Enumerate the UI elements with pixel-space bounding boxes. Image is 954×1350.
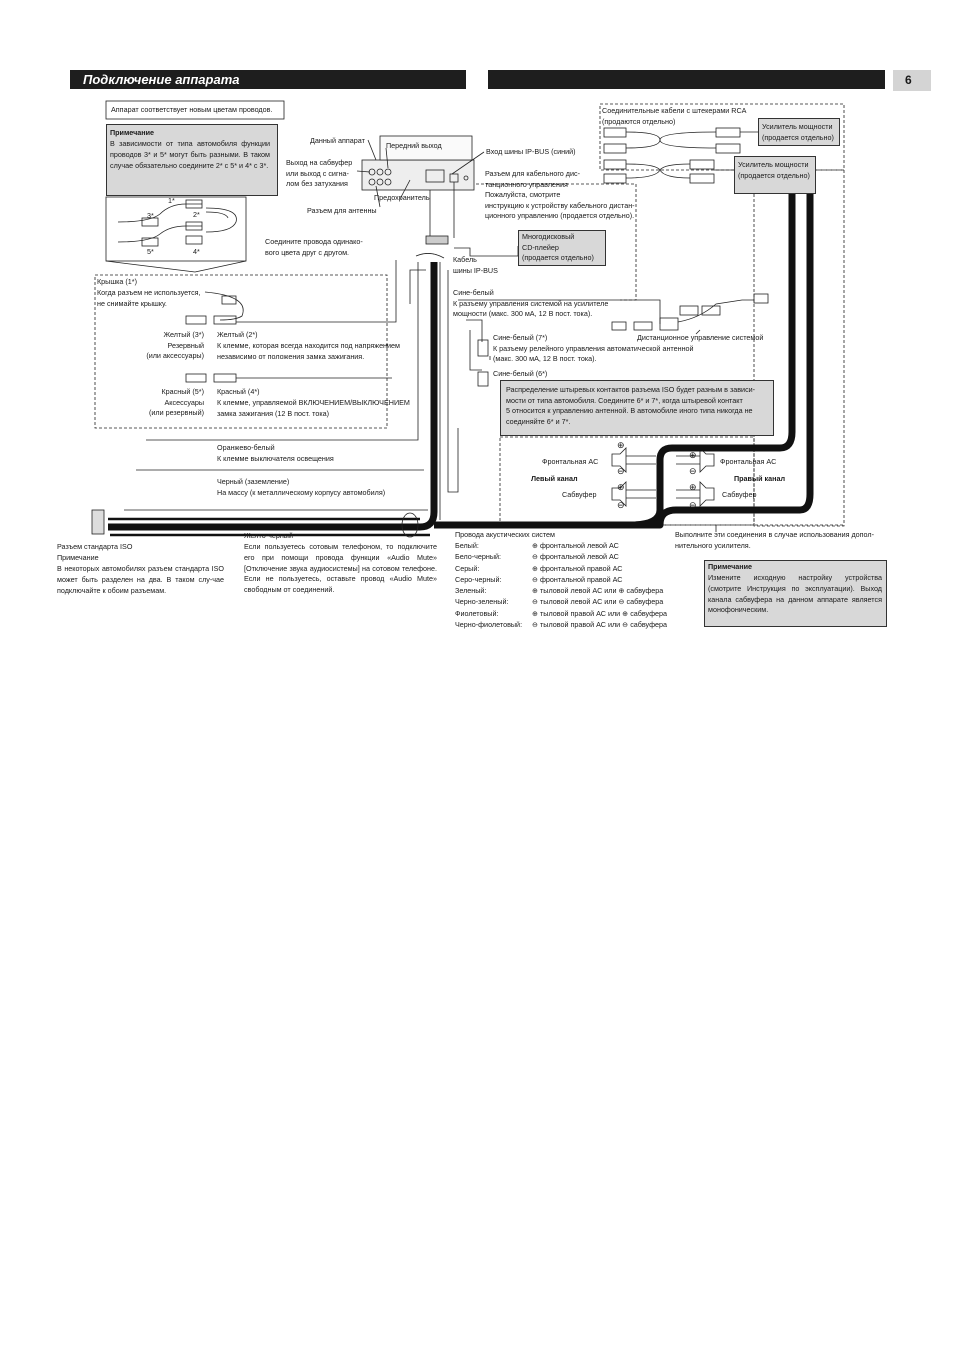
front-right-label: Фронтальная АС xyxy=(720,457,777,466)
minus-icon: ⊖ xyxy=(689,500,697,510)
amp1-label: Усилитель мощности (продается отдельно) xyxy=(762,122,834,142)
mini-label-1: 1* xyxy=(168,196,175,205)
black-wire-label: Черный (заземление) На массу (к металлическому корпусу автомобиля) xyxy=(217,477,386,497)
amp1-box xyxy=(758,118,840,146)
cd-player-box xyxy=(518,230,606,266)
red5-label: Красный (5*) Аксессуары (или резервный) xyxy=(148,387,204,417)
sub-right-label: Сабвуфер xyxy=(722,490,757,499)
sub-out-label: Выход на сабвуфер или выход с сигна- лом без затухания xyxy=(286,158,353,188)
page-number: 6 xyxy=(893,70,931,91)
fuse-label: Предохранитель xyxy=(374,193,430,202)
orange-wire-label: Оранжево-белый К клемме выключателя освещения xyxy=(217,443,334,463)
cd-player-label: Многодисковый CD-плейер (продается отдельно) xyxy=(522,232,594,262)
minus-icon: ⊖ xyxy=(689,466,697,476)
minus-icon: ⊖ xyxy=(617,466,625,476)
plus-icon: ⊕ xyxy=(617,440,625,450)
list-item: Серый: ⊕ фронтальной правой АС xyxy=(455,563,623,573)
amp2-box xyxy=(734,156,816,194)
rca-cables-label: Соединительные кабели с штекерами RCA (продаются отдельно) xyxy=(602,106,747,126)
iso-connector-title: Разъем стандарта ISO xyxy=(57,542,133,551)
yellow2-text: К клемме, которая всегда находится под напряжением независимо от положения замка зажигания. xyxy=(217,341,400,361)
minus-icon: ⊖ xyxy=(617,500,625,510)
list-item: Черно-фиолетовый: ⊖ тыловой правой АС или ⊖ сабвуфера xyxy=(455,620,667,630)
mini-label-4: 4* xyxy=(193,247,200,256)
amp2-label: Усилитель мощности (продается отдельно) xyxy=(738,160,810,180)
blue-white6-label: Сине-белый (6*) xyxy=(493,369,548,378)
note-top-text: В зависимости от типа автомобиля функции проводов 3* и 5* могут быть разными. В таком случае обязательно соедините 2* с 5* и 4* с 3*. xyxy=(110,139,270,170)
mute-text: Если пользуетесь сотовым телефоном, то подключите его при помощи провода функции «Audio Mute» [Отключение звука аудиосистемы] на сотовом телефоне. Если не пользуетесь, оставьте провод «Audio Mute» свободным от соединений. xyxy=(244,542,437,595)
front-left-label: Фронтальная АС xyxy=(542,457,599,466)
sub-left-label: Сабвуфер xyxy=(562,490,597,499)
antenna-label: Разъем для антенны xyxy=(307,206,377,215)
mini-label-2: 2* xyxy=(193,210,200,219)
mute-title: Желто-черный xyxy=(244,531,293,540)
note-bottom-title: Примечание xyxy=(708,562,753,571)
speaker-wires-list xyxy=(455,541,705,631)
iso-pins-box xyxy=(500,380,774,436)
note-bottom-box xyxy=(704,560,887,627)
blue-white7-label: Сине-белый (7*) К разъему релейного управления автоматической антенной (макс. 300 мА, 12 В пост. тока). xyxy=(493,333,694,363)
list-item: Фиолетовый: ⊕ тыловой правой АС или ⊕ сабвуфера xyxy=(455,608,667,618)
mini-label-3: 3* xyxy=(147,211,154,220)
plus-icon: ⊕ xyxy=(689,450,697,460)
amp-connect-label: Выполните эти соединения в случае использования допол- нительного усилителя. xyxy=(675,530,874,550)
yellow3-label: Желтый (3*) Резервный (или аксессуары) xyxy=(146,330,204,360)
page-title: Подключение аппарата xyxy=(83,72,240,87)
blue-white-label: Сине-белый К разъему управления системой на усилителе мощности (макс. 300 мА, 12 В пост. тока). xyxy=(453,288,609,318)
plus-icon: ⊕ xyxy=(689,482,697,492)
remote-system-label: Дистанционное управление системой xyxy=(637,333,764,342)
ipbus-in-label: Вход шины IP-BUS (синий) xyxy=(486,147,576,156)
iso-note-title: Примечание xyxy=(57,553,99,562)
yellow2-title: Желтый (2*) xyxy=(217,330,258,339)
list-item: Серо-черный: ⊖ фронтальной правой АС xyxy=(455,574,623,584)
list-item: Белый: ⊕ фронтальной левой АС xyxy=(455,541,619,550)
this-unit-label: Данный аппарат xyxy=(310,136,365,145)
right-channel-label: Правый канал xyxy=(734,474,786,483)
speaker-wires-title: Провода акустических систем xyxy=(455,530,555,539)
red4-text: К клемме, управляемой ВКЛЮЧЕНИЕМ/ВЫКЛЮЧЕНИЕМ замка зажигания (12 В пост. тока) xyxy=(217,398,410,418)
intro-text: Аппарат соответствует новым цветам проводов. xyxy=(111,105,273,114)
note-top-title: Примечание xyxy=(110,128,155,137)
list-item: Черно-зеленый: ⊖ тыловой левой АС или ⊖ сабвуфера xyxy=(455,597,664,607)
ipbus-cable-label: Кабель шины IP-BUS xyxy=(453,255,498,275)
front-out-label: Передний выход xyxy=(386,141,442,150)
note-top-box xyxy=(106,124,278,196)
list-item: Бело-черный: ⊖ фронтальной левой АС xyxy=(455,552,619,562)
same-color-label: Соедините провода одинако- вого цвета друг с другом. xyxy=(265,237,363,257)
cap-text: Когда разъем не используется, не снимайте крышку. xyxy=(97,288,201,308)
cap-label: Крышка (1*) xyxy=(97,277,137,286)
list-item: Зеленый: ⊕ тыловой левой АС или ⊕ сабвуфера xyxy=(455,586,664,596)
plus-icon: ⊕ xyxy=(617,482,625,492)
wired-remote-label: Разъем для кабельного дис- танционного управления Пожалуйста, смотрите инструкцию к устройству кабельного дистан- ционного управлению (продается отдельно). xyxy=(485,169,635,220)
iso-pins-text: Распределение штыревых контактов разъема ISO будет разным в зависи- мости от типа автомобиля. Соедините 6* и 7*, когда штыревой контакт 5 относится к управлению антенной. В автомобиле иного типа никогда не соединяйте 6* и 7*. xyxy=(506,385,756,426)
left-channel-label: Левый канал xyxy=(531,474,578,483)
mini-label-5: 5* xyxy=(147,247,154,256)
red4-title: Красный (4*) xyxy=(217,387,260,396)
iso-note-text: В некоторых автомобилях разъем стандарта ISO может быть разделен на два. В таком слу-чае подключайте к обоим разъемам. xyxy=(57,564,224,595)
note-bottom-text: Измените исходную настройку устройства (смотрите Инструкция по эксплуатации). Выход канала сабвуфера на данном аппарате является монофоническим. xyxy=(708,573,882,615)
